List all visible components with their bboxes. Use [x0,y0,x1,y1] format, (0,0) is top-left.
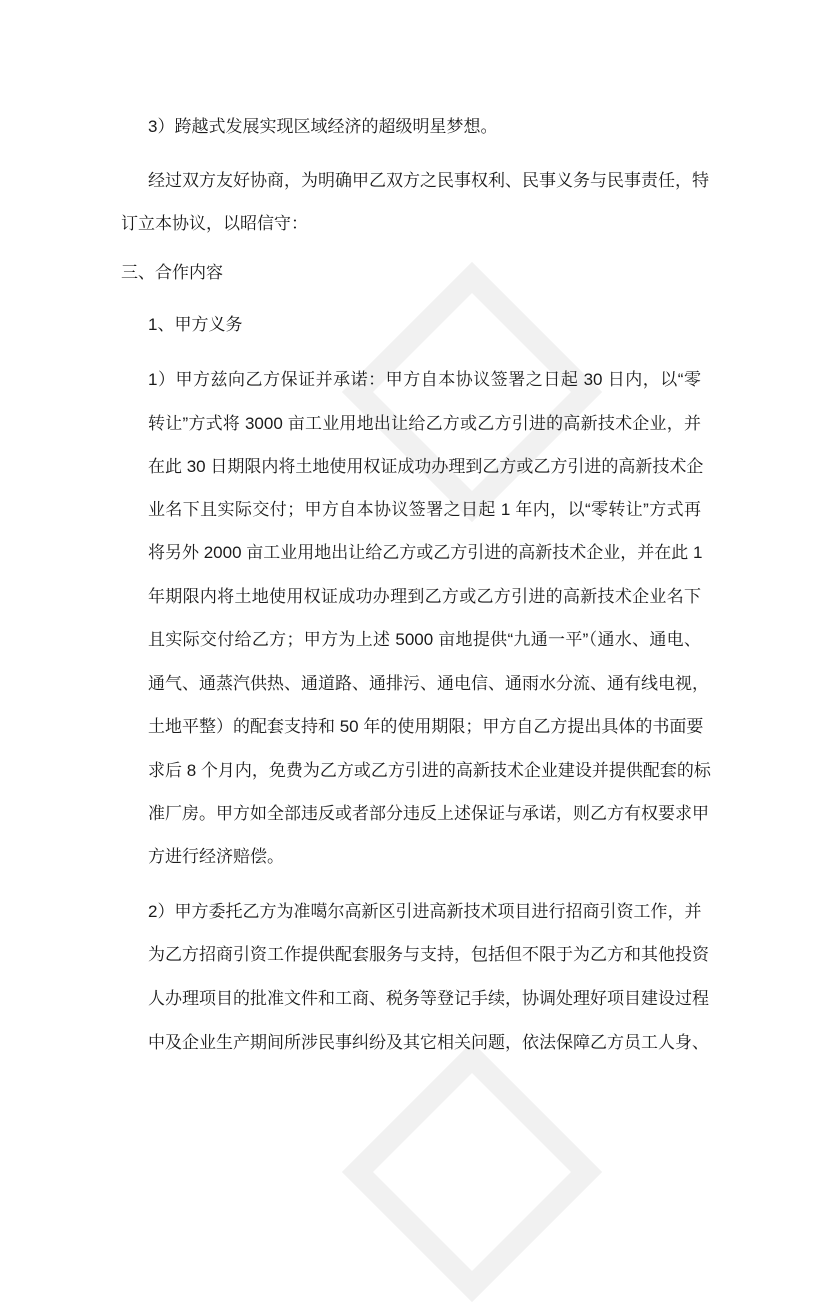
paragraph-line: 业名下且实际交付；甲方自本协议签署之日起 1 年内，以“零转让”方式再 [148,500,701,519]
paragraph-line: 且实际交付给乙方；甲方为上述 5000 亩地提供“九通一平”（通水、通电、 [148,630,701,649]
paragraph-line: 土地平整）的配套支持和 50 年的使用期限；甲方自乙方提出具体的书面要 [148,717,704,736]
section-heading: 三、合作内容 [121,263,223,282]
paragraph-line: 转让”方式将 3000 亩工业用地出让给乙方或乙方引进的高新技术企业，并 [148,414,701,433]
paragraph-line: 求后 8 个月内，免费为乙方或乙方引进的高新技术企业建设并提供配套的标 [148,761,711,780]
paragraph-line: 将另外 2000 亩工业用地出让给乙方或乙方引进的高新技术企业，并在此 1 [148,543,703,562]
paragraph-line: 年期限内将土地使用权证成功办理到乙方或乙方引进的高新技术企业名下 [148,587,701,606]
paragraph-line: 准厂房。甲方如全部违反或者部分违反上述保证与承诺，则乙方有权要求甲 [148,804,709,823]
subsection-heading: 1、甲方义务 [148,315,243,334]
paragraph-line: 3）跨越式发展实现区域经济的超级明星梦想。 [148,117,498,136]
paragraph-line: 订立本协议，以昭信守： [121,214,308,233]
paragraph-line: 经过双方友好协商，为明确甲乙双方之民事权利、民事义务与民事责任，特 [148,171,709,190]
paragraph-line: 1）甲方兹向乙方保证并承诺：甲方自本协议签署之日起 30 日内，以“零 [148,370,701,389]
watermark-logo [342,1042,602,1302]
paragraph-line: 为乙方招商引资工作提供配套服务与支持，包括但不限于为乙方和其他投资 [148,945,709,964]
paragraph-line: 方进行经济赔偿。 [148,847,284,866]
paragraph-line: 在此 30 日期限内将土地使用权证成功办理到乙方或乙方引进的高新技术企 [148,457,704,476]
paragraph-line: 人办理项目的批准文件和工商、税务等登记手续，协调处理好项目建设过程 [148,989,709,1008]
watermark-logo [342,262,602,522]
paragraph-line: 中及企业生产期间所涉民事纠纷及其它相关问题，依法保障乙方员工人身、 [148,1033,709,1052]
paragraph-line: 2）甲方委托乙方为准噶尔高新区引进高新技术项目进行招商引资工作，并 [148,902,702,921]
paragraph-line: 通气、通蒸汽供热、通道路、通排污、通电信、通雨水分流、通有线电视， [148,674,709,693]
